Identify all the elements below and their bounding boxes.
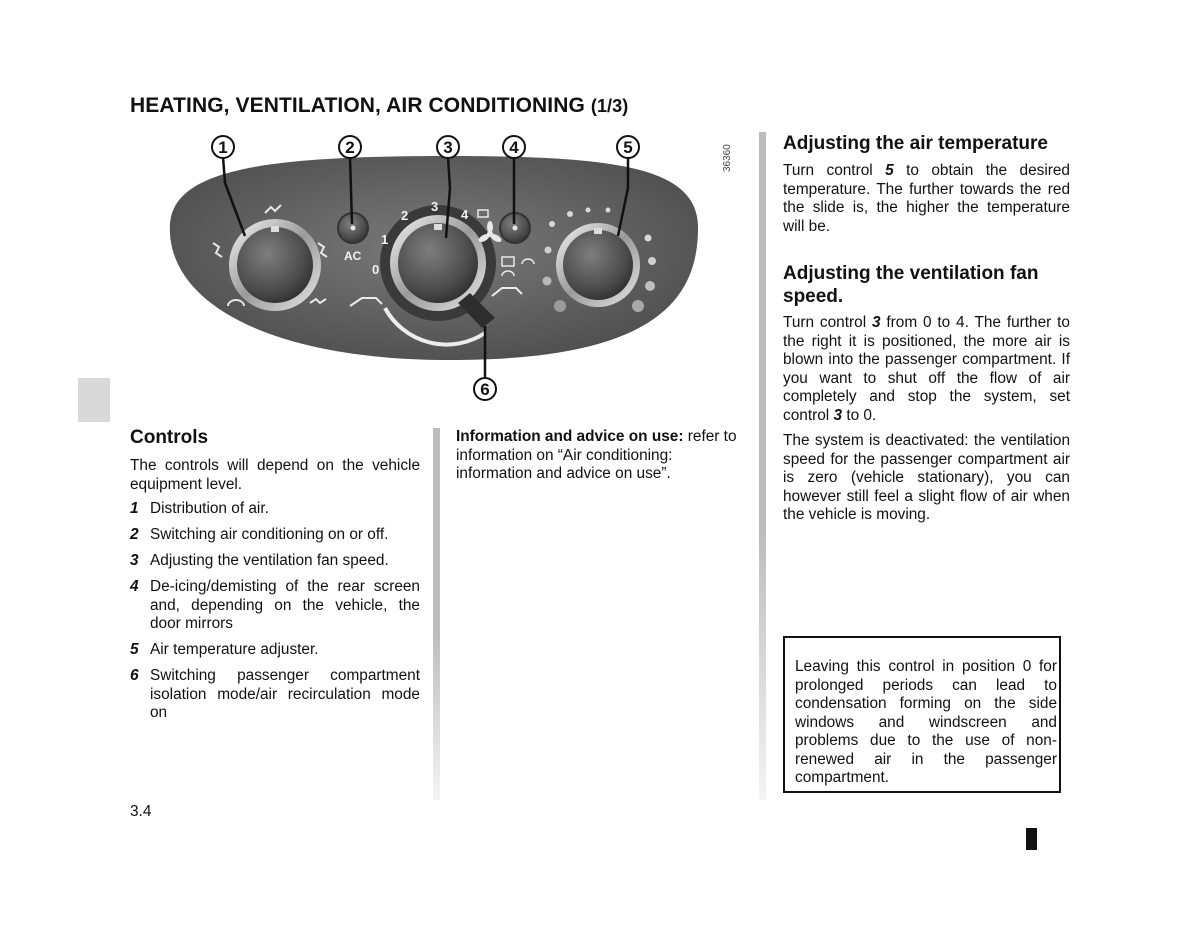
note-text: Leaving this control in position 0 for prolonged periods can lead to condensation forming on the side windows and windscreen and problems due to the use of non-renewed air in the passenger compartment. bbox=[795, 658, 1057, 786]
temperature-paragraph: Turn control 5 to obtain the desired temperature. The further towards the red the slide is, the higher the temperature will be. bbox=[783, 162, 1070, 235]
svg-text:1: 1 bbox=[218, 138, 228, 157]
svg-text:4: 4 bbox=[509, 138, 519, 157]
temperature-knob[interactable] bbox=[556, 223, 640, 307]
list-item bbox=[130, 667, 420, 723]
fan-paragraph-2: The system is deactivated: the ventilation speed for the passenger compartment air is zero (vehicle stationary), you can however still feel a slight flow of air when the vehicle is moving. bbox=[783, 432, 1070, 523]
callout-3 bbox=[437, 136, 459, 158]
item-number: 4 bbox=[130, 578, 139, 595]
control-ref: 3 bbox=[833, 406, 843, 424]
side-tab-marker bbox=[78, 378, 110, 422]
callout-1 bbox=[212, 136, 234, 158]
item-text: Switching passenger compartment isolation mode/air recirculation mode on bbox=[150, 667, 420, 721]
item-text: Adjusting the ventilation fan speed. bbox=[150, 552, 389, 569]
fan-scale-0: 0 bbox=[372, 262, 380, 277]
item-number: 5 bbox=[130, 641, 139, 658]
title-text: HEATING, VENTILATION, AIR CONDITIONING bbox=[130, 94, 585, 117]
figure-code: 36360 bbox=[722, 144, 733, 172]
list-item bbox=[130, 526, 420, 545]
svg-text:6: 6 bbox=[480, 380, 490, 399]
list-item bbox=[130, 641, 420, 660]
controls-heading: Controls bbox=[130, 427, 209, 448]
page-number: 3.4 bbox=[130, 803, 152, 820]
svg-text:5: 5 bbox=[623, 138, 633, 157]
item-text: Air temperature adjuster. bbox=[150, 641, 319, 658]
control-panel-figure bbox=[150, 128, 740, 418]
warning-note-box bbox=[783, 636, 1061, 793]
item-number: 3 bbox=[130, 552, 139, 569]
ac-label: AC bbox=[344, 249, 362, 263]
end-of-section-marker bbox=[1026, 828, 1037, 850]
list-item bbox=[130, 578, 420, 634]
control-ref: 3 bbox=[871, 314, 881, 331]
callout-4 bbox=[503, 136, 525, 158]
column-rule-left bbox=[433, 428, 440, 800]
list-item bbox=[130, 500, 420, 519]
info-text: refer to information on “Air conditioning: information and advice on use”. bbox=[456, 428, 737, 482]
svg-text:2: 2 bbox=[345, 138, 355, 157]
title-part: (1/3) bbox=[590, 96, 629, 116]
fan-heading: Adjusting the ventilation fan speed. bbox=[783, 263, 1039, 307]
controls-intro: The controls will depend on the vehicle equipment level. bbox=[130, 457, 420, 493]
item-number: 2 bbox=[130, 526, 139, 543]
controls-list bbox=[130, 500, 420, 730]
fan-paragraph-1: Turn control 3 from 0 to 4. The further to the right it is positioned, the more air is blown into the passenger compartment. If you want to shut off the flow of air completely and stop the system, set control 3 to 0. bbox=[783, 314, 1070, 424]
list-item bbox=[130, 552, 420, 571]
fan-scale-3: 3 bbox=[431, 199, 439, 214]
control-ref: 5 bbox=[885, 162, 894, 179]
callout-6 bbox=[474, 378, 496, 400]
info-paragraph bbox=[456, 428, 746, 484]
fan-scale-1: 1 bbox=[381, 232, 389, 247]
item-number: 6 bbox=[130, 667, 139, 684]
item-text: Switching air conditioning on or off. bbox=[150, 526, 389, 543]
temperature-heading: Adjusting the air temperature bbox=[783, 133, 1048, 154]
callout-2 bbox=[339, 136, 361, 158]
page-title bbox=[130, 94, 628, 118]
callout-5 bbox=[617, 136, 639, 158]
item-text: De-icing/demisting of the rear screen and, depending on the vehicle, the door mirrors bbox=[150, 578, 420, 632]
info-label: Information and advice on use: bbox=[456, 428, 684, 445]
svg-text:3: 3 bbox=[443, 138, 453, 157]
fan-scale-4: 4 bbox=[461, 207, 469, 222]
item-number: 1 bbox=[130, 500, 139, 517]
fan-scale-2: 2 bbox=[401, 208, 409, 223]
column-rule-right bbox=[759, 132, 766, 800]
item-text: Distribution of air. bbox=[150, 500, 269, 517]
